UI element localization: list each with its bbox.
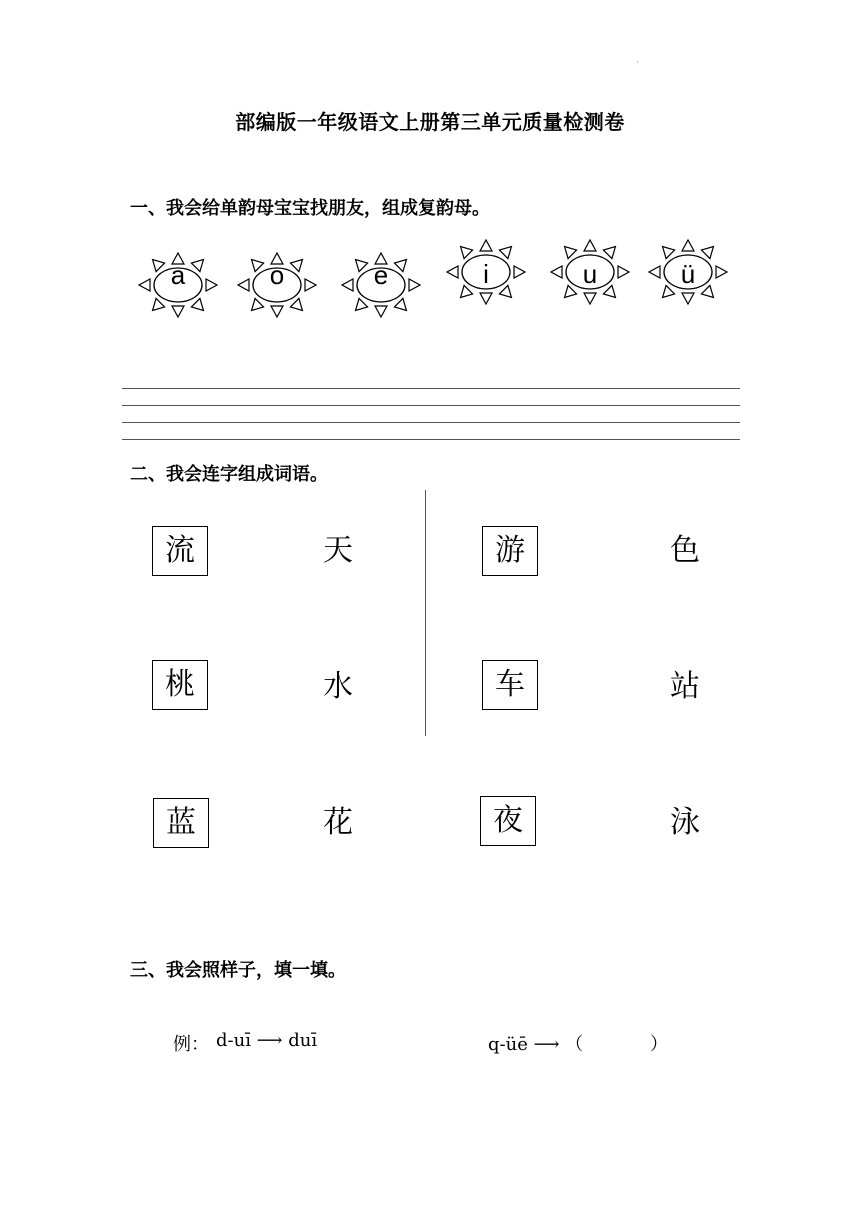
writing-line [122, 422, 740, 423]
plain-char: 花 [323, 805, 353, 840]
boxed-char: 流 [152, 526, 208, 576]
plain-char: 天 [323, 533, 353, 568]
plain-char: 泳 [670, 805, 700, 840]
corner-mark: · [636, 58, 639, 67]
plain-char: 色 [670, 533, 700, 568]
example-formula: d-uī ⟶ duī [216, 1030, 318, 1051]
plain-char: 水 [323, 669, 353, 704]
writing-line [122, 439, 740, 440]
sun-letter: a [170, 260, 186, 290]
sun-letter: ü [680, 259, 696, 289]
sun-letter: i [483, 259, 489, 289]
boxed-char: 游 [482, 526, 538, 576]
writing-line [122, 388, 740, 389]
example-label: 例： [173, 1034, 209, 1055]
sun-icon [447, 240, 525, 304]
section3-heading: 三、我会照样子，填一填。 [130, 960, 346, 981]
section1-heading: 一、我会给单韵母宝宝找朋友，组成复韵母。 [130, 198, 490, 219]
sun-icon [649, 240, 727, 304]
sun-icon [139, 253, 217, 317]
divider-line [425, 490, 426, 736]
exercise-formula: q-üē ⟶ （ [488, 1034, 584, 1055]
page-title: 部编版一年级语文上册第三单元质量检测卷 [235, 110, 625, 134]
boxed-char: 车 [482, 660, 538, 710]
plain-char: 站 [670, 669, 700, 704]
writing-line [122, 405, 740, 406]
sun-icon [238, 253, 316, 317]
sun-letter: o [269, 260, 285, 290]
sun-letter: u [582, 259, 598, 289]
boxed-char: 蓝 [153, 798, 209, 848]
sun-letters [130, 228, 740, 330]
sun-letter: e [373, 260, 389, 290]
exercise-close-paren: ） [650, 1034, 668, 1055]
boxed-char: 桃 [152, 660, 208, 710]
section2-heading: 二、我会连字组成词语。 [130, 464, 328, 485]
boxed-char: 夜 [480, 796, 536, 846]
sun-icon [342, 253, 420, 317]
sun-icon [551, 240, 629, 304]
